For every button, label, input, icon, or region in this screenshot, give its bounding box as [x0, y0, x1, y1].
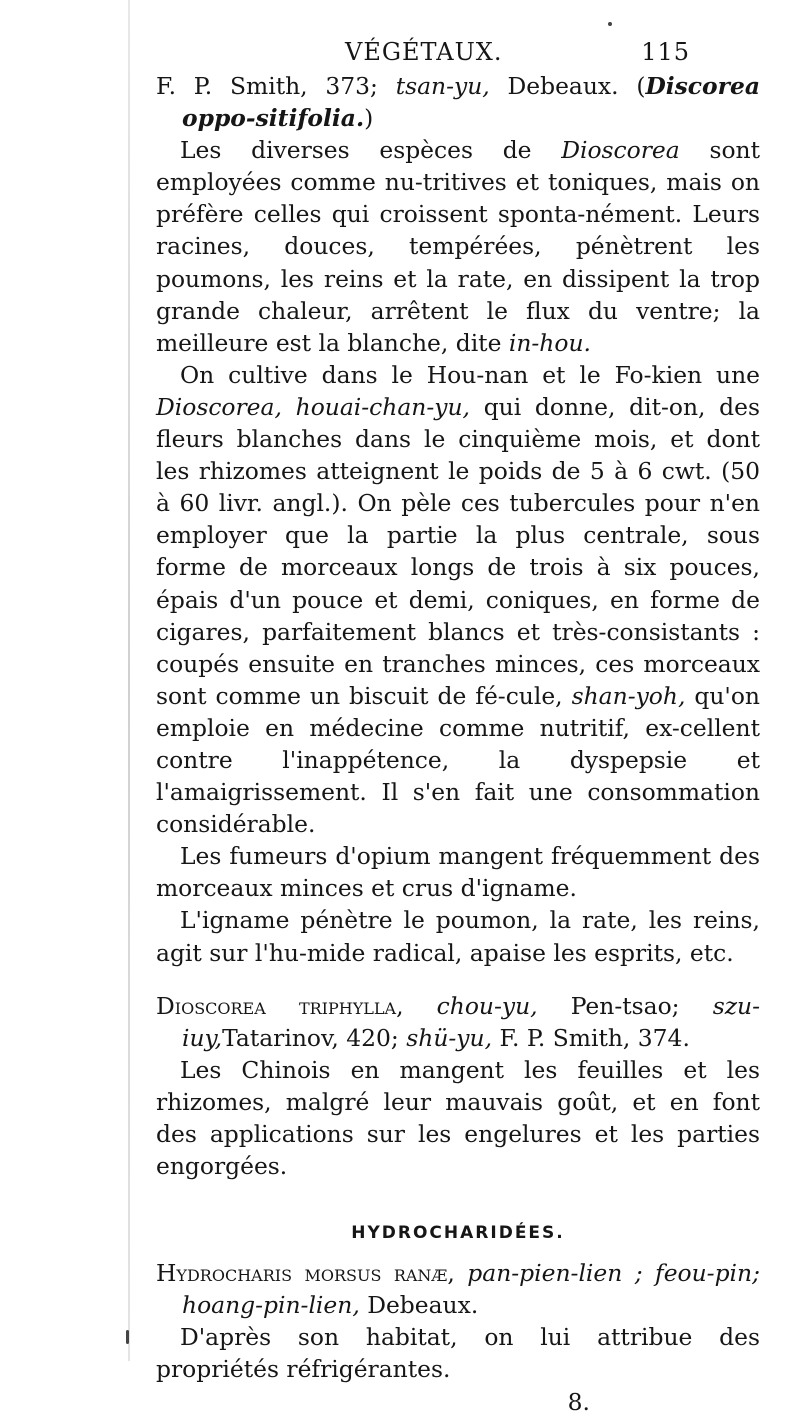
paragraph: Les diverses espèces de Dioscorea sont employées comme nu-tritives et toniques, mais on préfère celles qui croissent sponta-nément. Leurs racines, douces, tempérées, pénètrent les poumons, les reins et la rate, en dissipent la trop grande chaleur, arrêtent le flux du ventre; la meilleure est la blanche, dite in-hou. — [156, 136, 760, 357]
species-entry: Hydrocharis morsus ranæ, pan-pien-lien ; feou-pin; hoang-pin-lien, Debeaux. — [156, 1259, 760, 1320]
paragraph: Les Chinois en mangent les feuilles et les rhizomes, malgré leur mauvais goût, et en font des applications sur les engelures et les parties engorgées. — [156, 1055, 760, 1181]
genus-name: Dioscorea — [561, 136, 680, 165]
paragraph: L'igname pénètre le poumon, la rate, les reins, agit sur l'hu-mide radical, apaise les esprits, etc. — [156, 906, 760, 967]
section-heading: HYDROCHARIDÉES. — [351, 1223, 565, 1244]
ink-speck — [126, 1330, 129, 1344]
body-text — [156, 70, 760, 1418]
paragraph: D'après son habitat, on lui attribue des propriétés réfrigérantes. — [156, 1323, 760, 1384]
chinese-name: in-hou. — [508, 328, 591, 357]
page-number: 115 — [641, 38, 690, 66]
species-name: Discorea oppo-sitifolia. — [182, 72, 760, 133]
paragraph: Les fumeurs d'opium mangent fréquemment des morceaux minces et crus d'igname. — [156, 842, 760, 903]
species-name: Dioscorea triphylla, — [156, 991, 404, 1020]
ink-speck — [608, 22, 612, 26]
species-entry: Dioscorea triphylla, chou-yu, Pen-tsao; szu-iuy,Tatarinov, 420; shü-yu, F. P. Smith, 374. — [156, 991, 760, 1052]
chinese-name: tsan-yu, — [395, 72, 490, 100]
chinese-name: szu-iuy, — [182, 991, 760, 1052]
running-title: VÉGÉTAUX. — [345, 38, 503, 66]
signature-mark: 8. — [567, 1387, 590, 1416]
chinese-name: chou-yu, — [436, 991, 538, 1020]
chinese-name: pan-pien-lien ; feou-pin; hoang-pin-lien, — [182, 1259, 760, 1320]
species-name: Hydrocharis morsus ranæ, — [156, 1259, 455, 1288]
binding-shadow — [128, 0, 130, 1361]
chinese-name: shü-yu, — [406, 1023, 493, 1052]
paragraph: On cultive dans le Hou-nan et le Fo-kien une Dioscorea, houai-chan-yu, qui donne, dit-on, des fleurs blanches dans le cinquième mois, et dont les rhizomes atteignent le poids de 5 à 6 cwt. (50 à 60 livr. angl.). On pèle ces tubercules pour n'en employer que la partie la plus centrale, sous forme de morceaux longs de trois à six pouces, épais d'un pouce et demi, coniques, en forme de cigares, parfaitement blancs et très-consistants : coupés ensuite en tranches minces, ces morceaux sont comme un biscuit de fé-cule, shan-yoh, qu'on emploie en médecine comme nutritif, ex-cellent contre l'inappétence, la dyspepsie et l'amaigrissement. Il s'en fait une consommation considérable. — [156, 360, 760, 839]
entry-continuation: F. P. Smith, 373; tsan-yu, Debeaux. (Discorea oppo-sitifolia.) — [156, 72, 760, 133]
species-name: Dioscorea, houai-chan-yu, — [156, 392, 470, 421]
running-header — [0, 38, 800, 68]
chinese-name: shan-yoh, — [571, 681, 686, 710]
